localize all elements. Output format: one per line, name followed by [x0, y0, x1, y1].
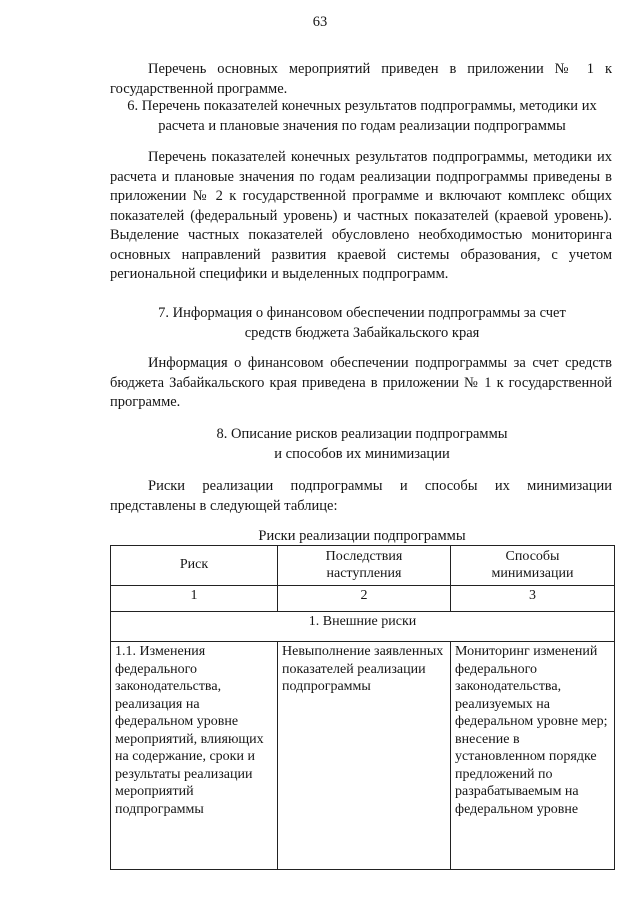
- header-consequences: Последствия наступления: [278, 546, 451, 586]
- column-number-row: [111, 586, 615, 612]
- column-number-3: 3: [451, 586, 615, 612]
- paragraph-financing: Информация о финансовом обеспечении подпрограммы за счет средств бюджета Забайкальского края приведена в приложении № 1 к государственной программе.: [110, 355, 612, 410]
- section-heading-7: [108, 304, 616, 343]
- section-heading-7-line1: 7. Информация о финансовом обеспечении подпрограммы за счет: [158, 305, 566, 321]
- table-header-row: [111, 546, 615, 586]
- section-heading-8-line2: и способов их минимизации: [274, 445, 450, 462]
- section-heading-7-line2: средств бюджета Забайкальского края: [244, 324, 480, 341]
- header-risk: Риск: [111, 546, 278, 586]
- column-number-1: 1: [111, 586, 278, 612]
- cell-consequence: Невыполнение заявленных показателей реализации подпрограммы: [278, 642, 451, 870]
- page-number: 63: [312, 14, 328, 30]
- section-heading-6-line2: расчета и плановые значения по годам реализации подпрограммы: [158, 117, 566, 134]
- section-row-external-risks: [111, 612, 615, 642]
- cell-risk: 1.1. Изменения федерального законодательства, реализация на федеральном уровне мероприятий, влияющих на содержание, сроки и результаты реализации мероприятий подпрограммы: [111, 642, 278, 870]
- paragraph-risks-intro: Риски реализации подпрограммы и способы их минимизации представлены в следующей таблице:: [110, 478, 612, 514]
- section-heading-6: [108, 97, 616, 136]
- column-number-2: 2: [278, 586, 451, 612]
- paragraph-main-activities: Перечень основных мероприятий приведен в приложении № 1 к государственной программе.: [110, 61, 612, 97]
- risks-table: [110, 545, 615, 870]
- section-label-external-risks: 1. Внешние риски: [111, 612, 615, 642]
- section-heading-8-line1: 8. Описание рисков реализации подпрограммы: [216, 426, 508, 442]
- table-caption: Риски реализации подпрограммы: [258, 528, 466, 544]
- section-heading-8: [108, 425, 616, 464]
- paragraph-indicators: Перечень показателей конечных результатов подпрограммы, методики их расчета и плановые значения по годам реализации подпрограммы приведены в приложении № 2 к государственной программе и включают комплекс общих показателей (федеральный уровень) и частных показателей (краевой уровень). Выделение частных показателей обусловлено необходимостью мониторинга основных направлений развития краевой системы образования, с учетом региональной специфики и выделенных подпрограмм.: [110, 149, 612, 282]
- header-mitigation: Способы минимизации: [451, 546, 615, 586]
- section-heading-6-line1: 6. Перечень показателей конечных результатов подпрограммы, методики их: [127, 98, 597, 114]
- table-row: [111, 642, 615, 870]
- cell-mitigation: Мониторинг изменений федерального законодательства, реализуемых на федеральном уровне мер; внесение в установленном порядке предложений по разрабатываемым на федеральном уровне: [451, 642, 615, 870]
